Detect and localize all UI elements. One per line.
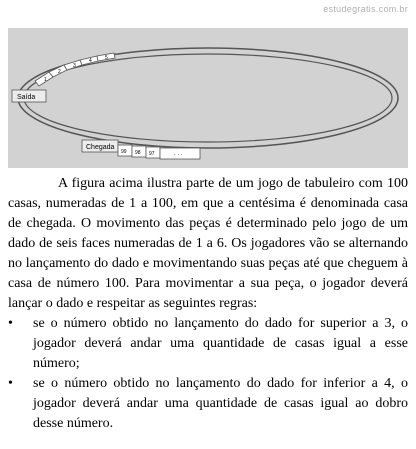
rule-item	[8, 314, 408, 374]
cell-number: 3	[73, 63, 76, 69]
rule-text: se o número obtido no lançamento do dado for inferior a 4, o jogador deverá andar uma quantidade de casas igual ao dobro desse número.	[33, 376, 408, 431]
cell-number: 99	[121, 149, 127, 155]
cell-number: 97	[149, 151, 155, 157]
board-track-illustration	[8, 28, 408, 168]
rule-item	[8, 374, 408, 434]
cell-number: 1	[44, 77, 47, 83]
rule-text: se o número obtido no lançamento do dado for superior a 3, o jogador deverá andar uma quantidade de casas igual a esse número;	[33, 316, 408, 371]
cell-number: 4	[89, 58, 92, 64]
board-game-figure	[8, 28, 408, 168]
start-label: Saída	[17, 94, 36, 101]
watermark: estudegratis.com.br	[323, 4, 408, 14]
question-text	[8, 174, 408, 434]
cell-ellipsis: . . .	[174, 151, 183, 157]
cell-number: 5	[105, 55, 108, 61]
track-inner	[24, 54, 392, 142]
cell-number: 98	[135, 150, 141, 156]
bullet: •	[8, 376, 13, 391]
rules-list	[8, 314, 408, 434]
intro-paragraph: A figura acima ilustra parte de um jogo de tabuleiro com 100 casas, numeradas de 1 a 100, em que a centésima é denominada casa de chegada. O movimento das peças é determinado pelo jogo de um dado de seis faces numeradas de 1 a 6. Os jogadores vão se alternando no lançamento do dado e movimentando suas peças até que cheguem à casa de número 100. Para movimentar a sua peça, o jogador deverá lançar o dado e respeitar as seguintes regras:	[8, 176, 408, 311]
end-label: Chegada	[86, 144, 115, 151]
start-cells	[35, 53, 115, 86]
bullet: •	[8, 316, 13, 331]
cell-number: 2	[58, 69, 61, 75]
